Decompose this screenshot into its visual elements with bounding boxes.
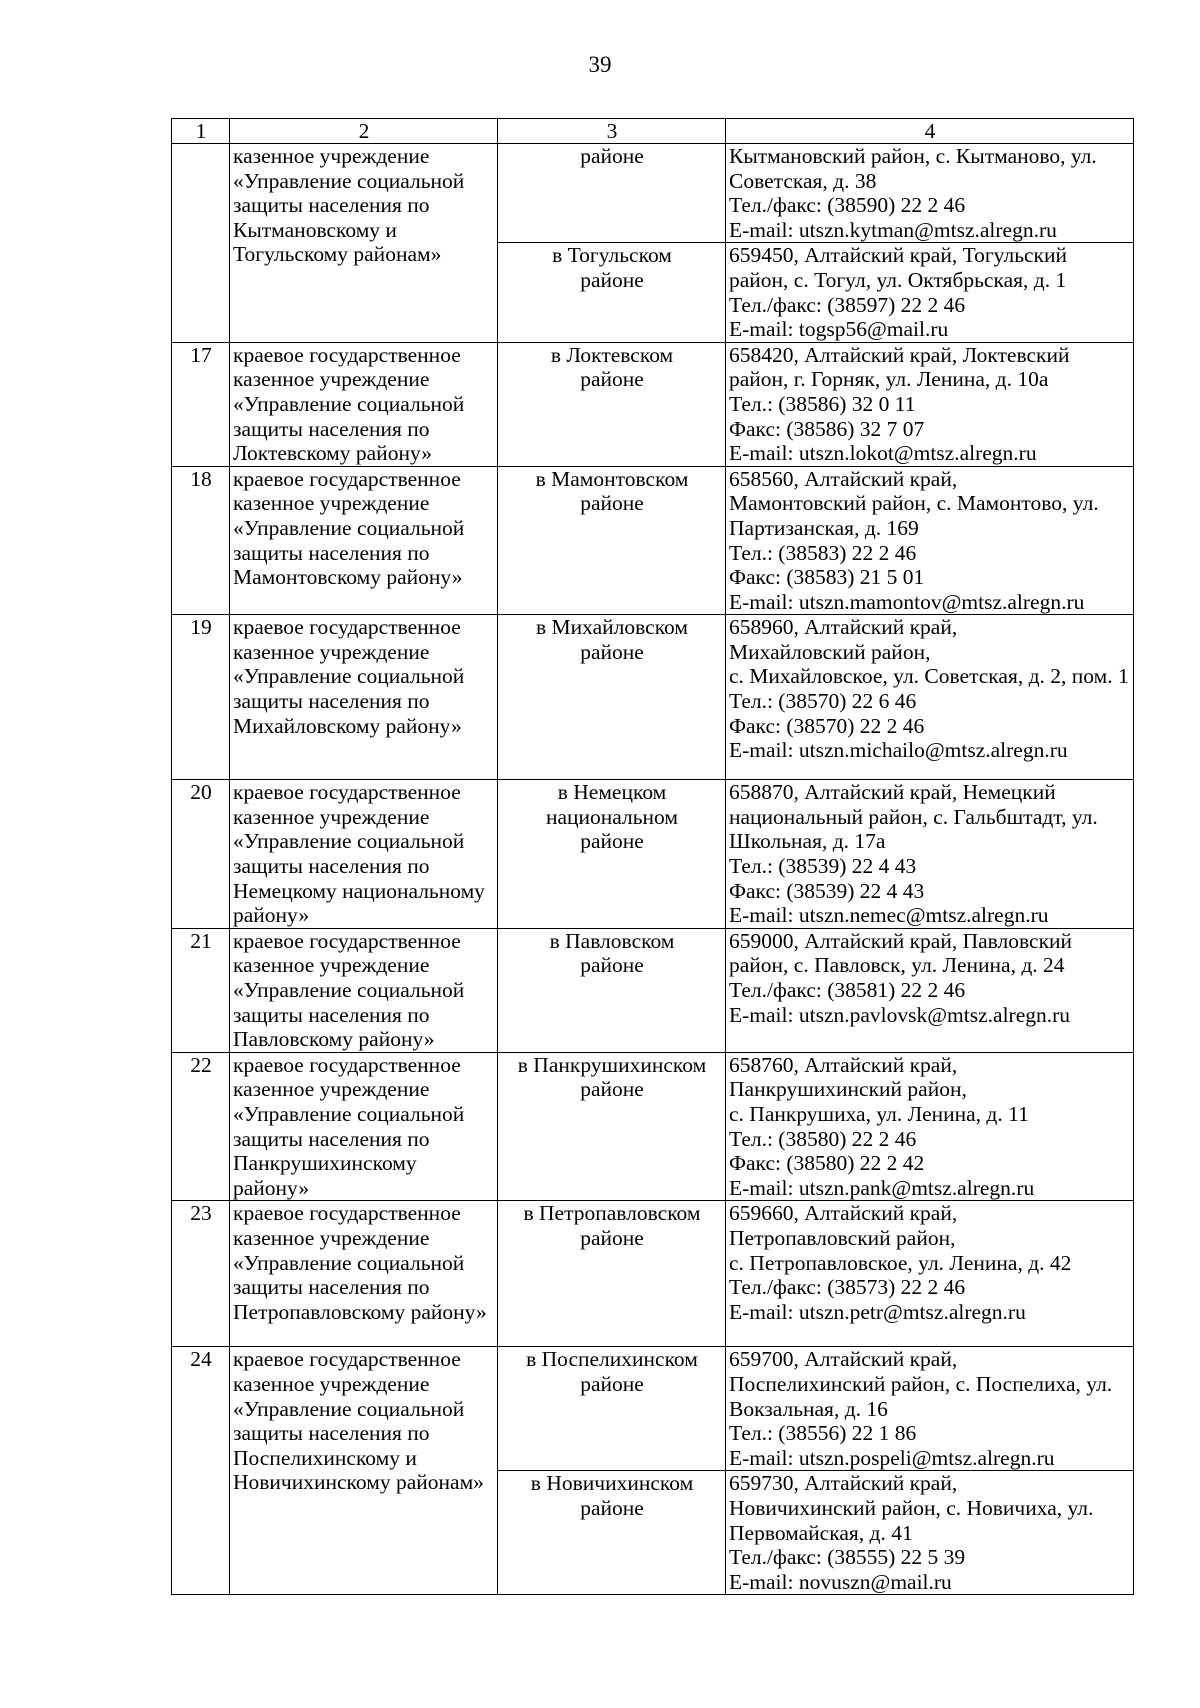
table-row: [172, 1347, 1134, 1471]
district-cell: в Михайловском районе: [498, 615, 726, 780]
row-number: 23: [172, 1201, 230, 1347]
row-number: 17: [172, 342, 230, 466]
column-header: 4: [726, 119, 1134, 144]
page-number: 39: [588, 52, 612, 77]
row-number: 20: [172, 780, 230, 929]
row-number: 19: [172, 615, 230, 780]
district-cell: в Локтевском районе: [498, 342, 726, 466]
address-cell: 659730, Алтайский край, Новичихинский район, с. Новичиха, ул. Первомайская, д. 41 Тел./факс: (38555) 22 5 39 E-mail: novuszn@mail.ru: [726, 1471, 1134, 1595]
district-cell: в Панкрушихинском районе: [498, 1052, 726, 1201]
institution-name: краевое государственное казенное учреждение «Управление социальной защиты населения по Локтевскому району»: [230, 342, 498, 466]
table-row: [172, 144, 1134, 243]
table-row: [172, 342, 1134, 466]
table-header-row: [172, 119, 1134, 144]
institution-name: краевое государственное казенное учреждение «Управление социальной защиты населения по Панкрушихинскому району»: [230, 1052, 498, 1201]
column-header: 1: [172, 119, 230, 144]
district-cell: в Мамонтовском районе: [498, 466, 726, 615]
address-cell: 658870, Алтайский край, Немецкий национальный район, с. Гальбштадт, ул. Школьная, д. 17а Тел.: (38539) 22 4 43 Факс: (38539) 22 4 43 E-mail: utszn.nemec@mtsz.alregn.ru: [726, 780, 1134, 929]
institution-name: краевое государственное казенное учреждение «Управление социальной защиты населения по Немецкому национальному району»: [230, 780, 498, 929]
address-cell: Кытмановский район, с. Кытманово, ул. Советская, д. 38 Тел./факс: (38590) 22 2 46 E-mail: utszn.kytman@mtsz.alregn.ru: [726, 144, 1134, 243]
institution-name: краевое государственное казенное учреждение «Управление социальной защиты населения по Мамонтовскому району»: [230, 466, 498, 615]
district-cell: в Петропавловском районе: [498, 1201, 726, 1347]
row-number: 18: [172, 466, 230, 615]
table-row: [172, 615, 1134, 780]
table-row: [172, 928, 1134, 1052]
district-cell: в Новичихинском районе: [498, 1471, 726, 1595]
row-number: 24: [172, 1347, 230, 1595]
address-cell: 658420, Алтайский край, Локтевский район, г. Горняк, ул. Ленина, д. 10а Тел.: (38586) 32 0 11 Факс: (38586) 32 7 07 E-mail: utszn.lokot@mtsz.alregn.ru: [726, 342, 1134, 466]
address-cell: 659000, Алтайский край, Павловский район, с. Павловск, ул. Ленина, д. 24 Тел./факс: (38581) 22 2 46 E-mail: utszn.pavlovsk@mtsz.alregn.ru: [726, 928, 1134, 1052]
address-cell: 659660, Алтайский край, Петропавловский район, с. Петропавловское, ул. Ленина, д. 42 Тел./факс: (38573) 22 2 46 E-mail: utszn.petr@mtsz.alregn.ru: [726, 1201, 1134, 1347]
row-number: 22: [172, 1052, 230, 1201]
district-cell: в Тогульском районе: [498, 243, 726, 342]
row-number: 21: [172, 928, 230, 1052]
district-cell: в Павловском районе: [498, 928, 726, 1052]
table-row: [172, 780, 1134, 929]
district-cell: районе: [498, 144, 726, 243]
address-cell: 659450, Алтайский край, Тогульский район, с. Тогул, ул. Октябрьская, д. 1 Тел./факс: (38597) 22 2 46 E-mail: togsp56@mail.ru: [726, 243, 1134, 342]
institutions-table: [171, 118, 1134, 1595]
address-cell: 658560, Алтайский край, Мамонтовский район, с. Мамонтово, ул. Партизанская, д. 169 Тел.: (38583) 22 2 46 Факс: (38583) 21 5 01 E-mail: utszn.mamontov@mtsz.alregn.ru: [726, 466, 1134, 615]
column-header: 2: [230, 119, 498, 144]
district-cell: в Немецком национальном районе: [498, 780, 726, 929]
table-row: [172, 466, 1134, 615]
table-row: [172, 1052, 1134, 1201]
row-number: [172, 144, 230, 343]
institution-name: краевое государственное казенное учреждение «Управление социальной защиты населения по Михайловскому району»: [230, 615, 498, 780]
institution-name: краевое государственное казенное учреждение «Управление социальной защиты населения по Петропавловскому району»: [230, 1201, 498, 1347]
column-header: 3: [498, 119, 726, 144]
institution-name: краевое государственное казенное учреждение «Управление социальной защиты населения по Поспелихинскому и Новичихинскому районам»: [230, 1347, 498, 1595]
institution-name: краевое государственное казенное учреждение «Управление социальной защиты населения по Павловскому району»: [230, 928, 498, 1052]
address-cell: 659700, Алтайский край, Поспелихинский район, с. Поспелиха, ул. Вокзальная, д. 16 Тел.: (38556) 22 1 86 E-mail: utszn.pospeli@mtsz.alregn.ru: [726, 1347, 1134, 1471]
table-row: [172, 1201, 1134, 1347]
address-cell: 658760, Алтайский край, Панкрушихинский район, с. Панкрушиха, ул. Ленина, д. 11 Тел.: (38580) 22 2 46 Факс: (38580) 22 2 42 E-mail: utszn.pank@mtsz.alregn.ru: [726, 1052, 1134, 1201]
address-cell: 658960, Алтайский край, Михайловский район, с. Михайловское, ул. Советская, д. 2, пом. 1 Тел.: (38570) 22 6 46 Факс: (38570) 22 2 46 E-mail: utszn.michailo@mtsz.alregn.ru: [726, 615, 1134, 780]
district-cell: в Поспелихинском районе: [498, 1347, 726, 1471]
institution-name: казенное учреждение «Управление социальной защиты населения по Кытмановскому и Тогульскому районам»: [230, 144, 498, 343]
